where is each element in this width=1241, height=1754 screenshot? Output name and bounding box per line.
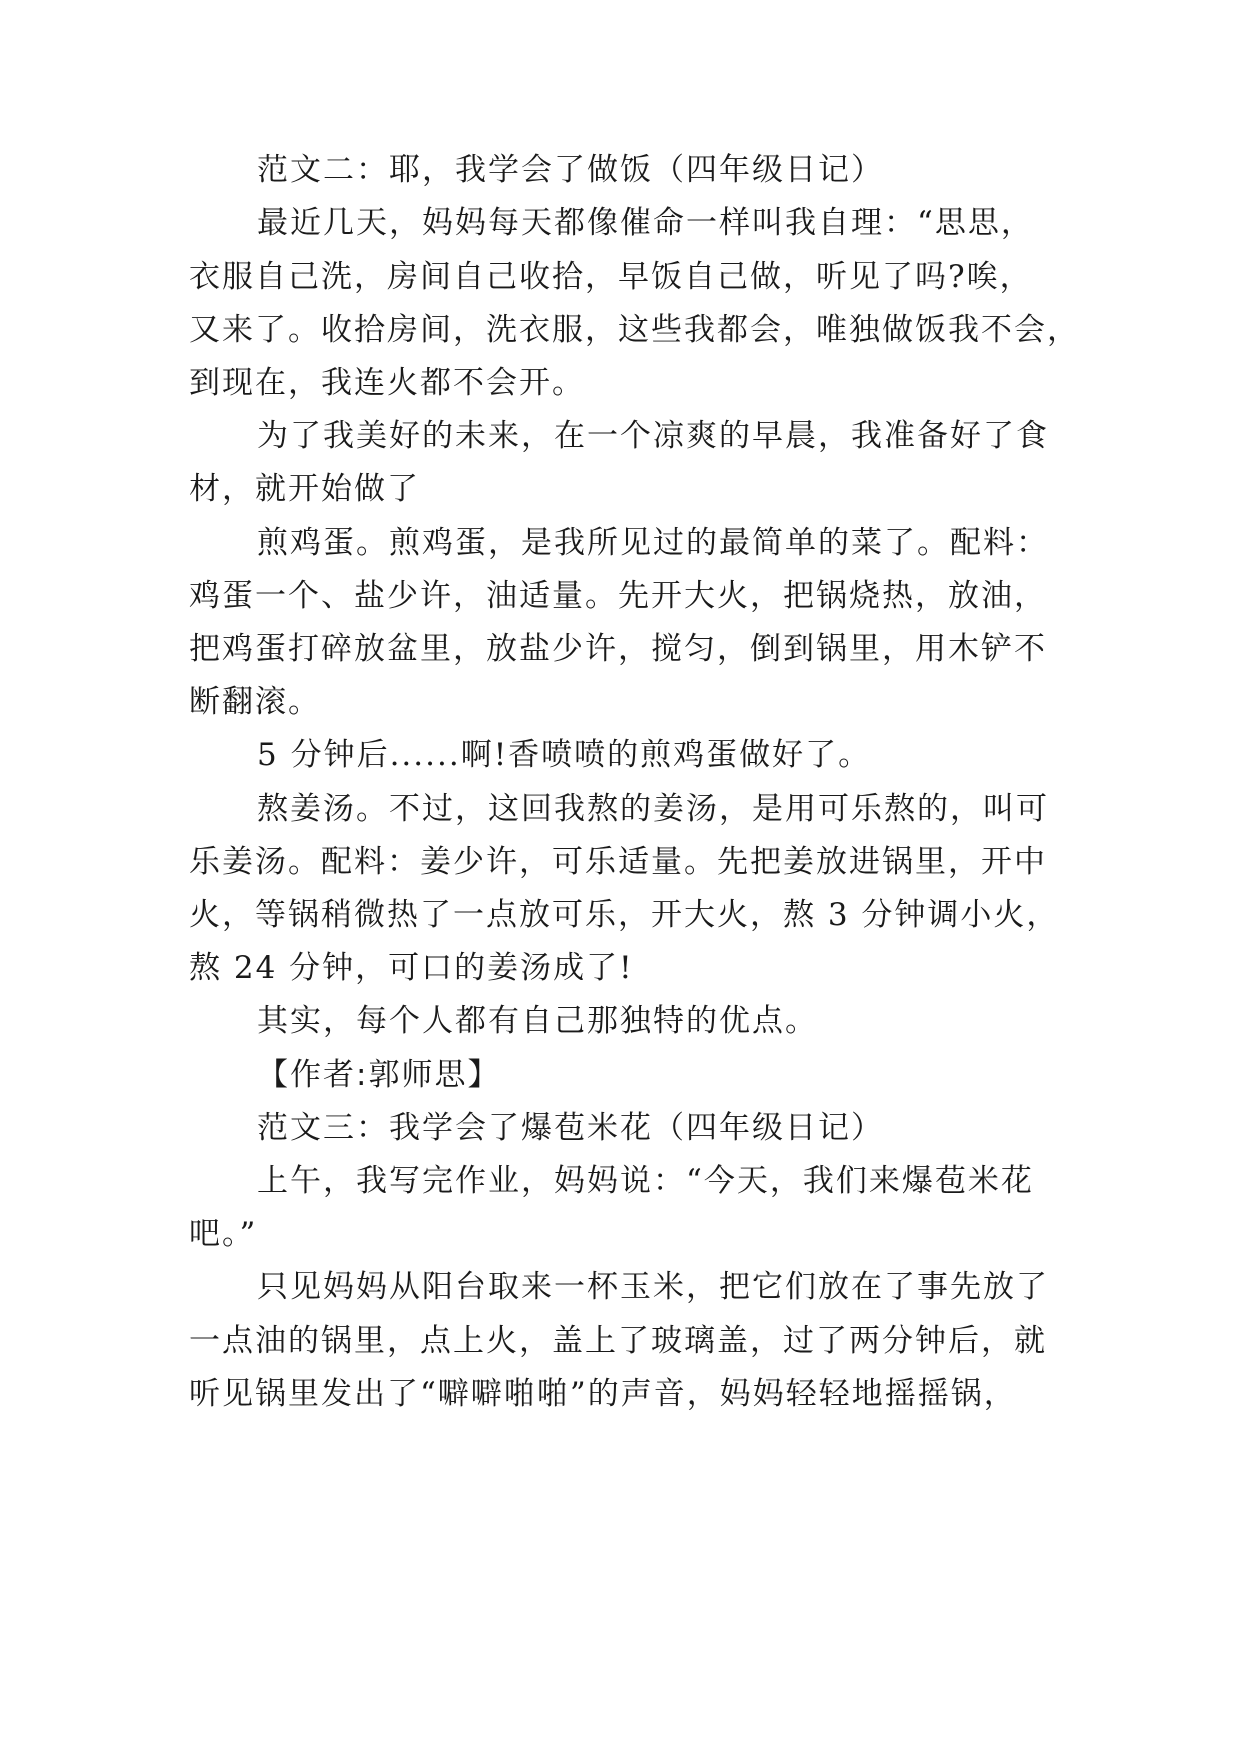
paragraph-line: 乐姜汤。配料：姜少许，可乐适量。先把姜放进锅里，开中	[189, 844, 1047, 880]
paragraph-line: 又来了。收拾房间，洗衣服，这些我都会，唯独做饭我不会，	[189, 312, 1080, 348]
paragraph-line: 火，等锅稍微热了一点放可乐，开大火，熬 3 分钟调小火，	[189, 897, 1060, 933]
paragraph-line: 只见妈妈从阳台取来一杯玉米，把它们放在了事先放了	[257, 1269, 1049, 1305]
paragraph-line: 上午，我写完作业，妈妈说：“今天，我们来爆苞米花	[257, 1163, 1034, 1199]
essay-2-title: 范文二：耶，我学会了做饭（四年级日记）	[257, 152, 884, 188]
paragraph-line: 煎鸡蛋。煎鸡蛋，是我所见过的最简单的菜了。配料：	[257, 525, 1049, 561]
author-credit: 【作者:郭师思】	[257, 1057, 501, 1093]
paragraph-line: 材，就开始做了	[189, 471, 420, 507]
paragraph-line: 其实，每个人都有自己那独特的优点。	[257, 1003, 818, 1039]
paragraph-line: 熬 24 分钟，可口的姜汤成了!	[189, 950, 634, 986]
paragraph-line: 吧。”	[189, 1216, 258, 1252]
paragraph-line: 5 分钟后......啊!香喷喷的煎鸡蛋做好了。	[257, 737, 872, 773]
paragraph-line: 为了我美好的未来，在一个凉爽的早晨，我准备好了食	[257, 418, 1049, 454]
essay-3-title: 范文三：我学会了爆苞米花（四年级日记）	[257, 1110, 884, 1146]
paragraph-line: 最近几天，妈妈每天都像催命一样叫我自理：“思思，	[257, 205, 1034, 241]
paragraph-line: 把鸡蛋打碎放盆里，放盐少许，搅匀，倒到锅里，用木铲不	[189, 631, 1047, 667]
paragraph-line: 到现在，我连火都不会开。	[189, 365, 585, 401]
paragraph-line: 一点油的锅里，点上火，盖上了玻璃盖，过了两分钟后，就	[189, 1323, 1047, 1359]
paragraph-line: 熬姜汤。不过，这回我熬的姜汤，是用可乐熬的，叫可	[257, 791, 1049, 827]
paragraph-line: 鸡蛋一个、盐少许，油适量。先开大火，把锅烧热，放油，	[189, 578, 1047, 614]
paragraph-line: 衣服自己洗，房间自己收拾，早饭自己做，听见了吗?唉，	[189, 259, 1033, 295]
paragraph-line: 听见锅里发出了“噼噼啪啪”的声音，妈妈轻轻地摇摇锅，	[189, 1376, 1017, 1412]
paragraph-line: 断翻滚。	[189, 684, 321, 720]
